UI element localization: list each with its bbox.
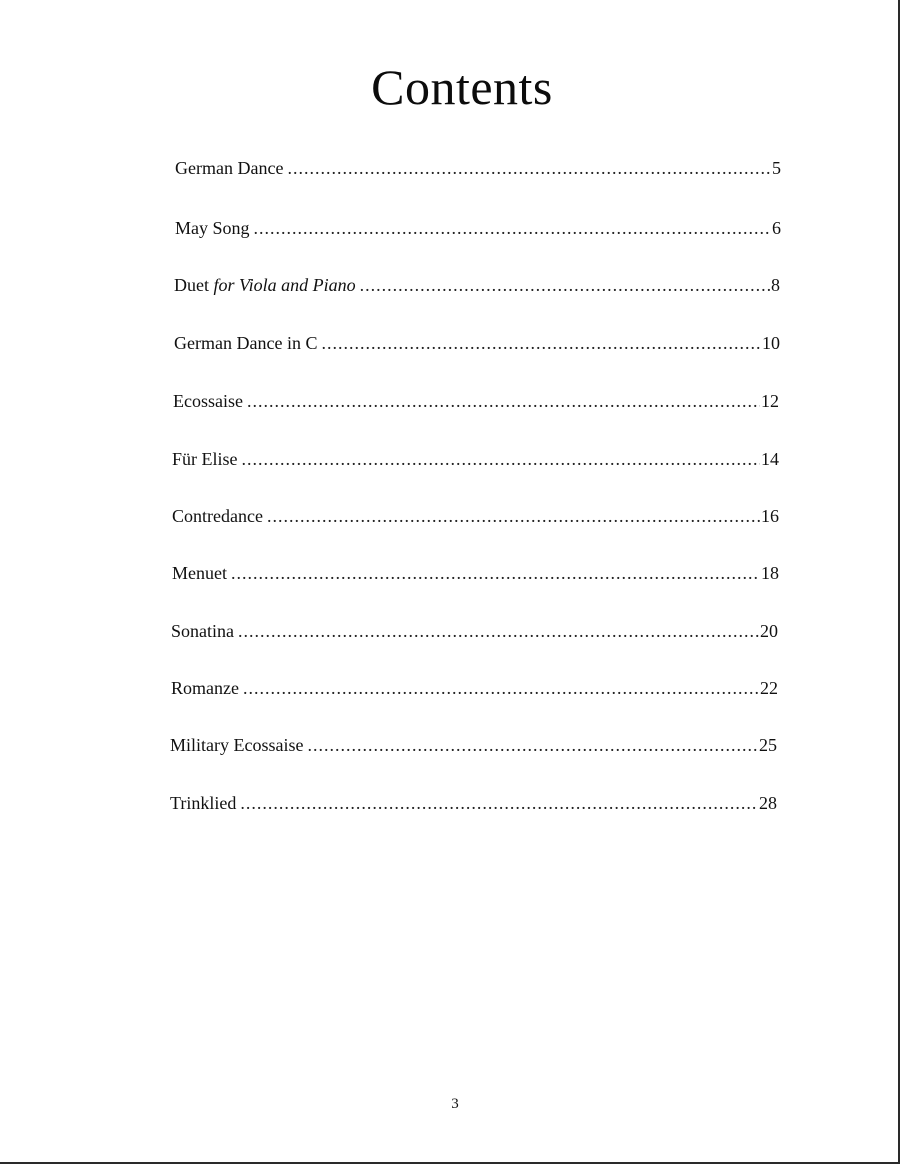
dot-leader <box>254 217 771 239</box>
dot-leader <box>231 562 760 584</box>
toc-entry-page-number: 10 <box>762 333 780 353</box>
toc-entry-title: Duet for Viola and Piano <box>174 275 356 295</box>
toc-entry-title: German Dance in C <box>174 333 318 353</box>
toc-entry-romanze[interactable] <box>171 677 778 699</box>
toc-entry-page-number: 20 <box>760 621 778 641</box>
dot-leader <box>267 505 760 527</box>
toc-entry-title: Menuet <box>172 563 227 583</box>
toc-entry-page-number: 5 <box>772 158 781 178</box>
dot-leader <box>360 274 770 296</box>
toc-entry-title: Military Ecossaise <box>170 735 304 755</box>
dot-leader <box>240 792 758 814</box>
toc-entry-page-number: 18 <box>761 563 779 583</box>
toc-entry-page-number: 12 <box>761 391 779 411</box>
toc-entry-title: German Dance <box>175 158 284 178</box>
toc-entry-duet[interactable] <box>174 274 780 296</box>
dot-leader <box>307 734 758 756</box>
toc-entry-page-number: 28 <box>759 793 777 813</box>
toc-entry-page-number: 25 <box>759 735 777 755</box>
toc-entry-fur-elise[interactable] <box>172 448 779 470</box>
toc-entry-title: Trinklied <box>170 793 237 813</box>
toc-entry-title: May Song <box>175 218 250 238</box>
toc-entry-page-number: 22 <box>760 678 778 698</box>
toc-entry-menuet[interactable] <box>172 562 779 584</box>
toc-entry-title: Sonatina <box>171 621 234 641</box>
toc-entry-subtitle: for Viola and Piano <box>213 275 356 295</box>
dot-leader <box>321 332 761 354</box>
toc-entry-german-dance[interactable] <box>175 157 781 179</box>
toc-entry-title: Romanze <box>171 678 239 698</box>
toc-entry-page-number: 16 <box>761 506 779 526</box>
toc-entry-title: Für Elise <box>172 449 238 469</box>
dot-leader <box>242 448 761 470</box>
page-number: 3 <box>451 1096 459 1112</box>
toc-entry-title: Ecossaise <box>173 391 243 411</box>
dot-leader <box>287 157 771 179</box>
toc-entry-military-ecossaise[interactable] <box>170 734 777 756</box>
toc-entry-german-dance-in-c[interactable] <box>174 332 780 354</box>
toc-entry-ecossaise[interactable] <box>173 390 779 412</box>
toc-entry-sonatina[interactable] <box>171 620 778 642</box>
toc-entry-title: Contredance <box>172 506 263 526</box>
toc-entry-may-song[interactable] <box>175 217 781 239</box>
dot-leader <box>238 620 759 642</box>
page-title: Contents <box>371 59 553 115</box>
dot-leader <box>243 677 759 699</box>
toc-entry-trinklied[interactable] <box>170 792 777 814</box>
toc-entry-contredance[interactable] <box>172 505 779 527</box>
toc-entry-page-number: 14 <box>761 449 779 469</box>
toc-entry-page-number: 6 <box>772 218 781 238</box>
dot-leader <box>247 390 760 412</box>
toc-entry-page-number: 8 <box>771 275 780 295</box>
